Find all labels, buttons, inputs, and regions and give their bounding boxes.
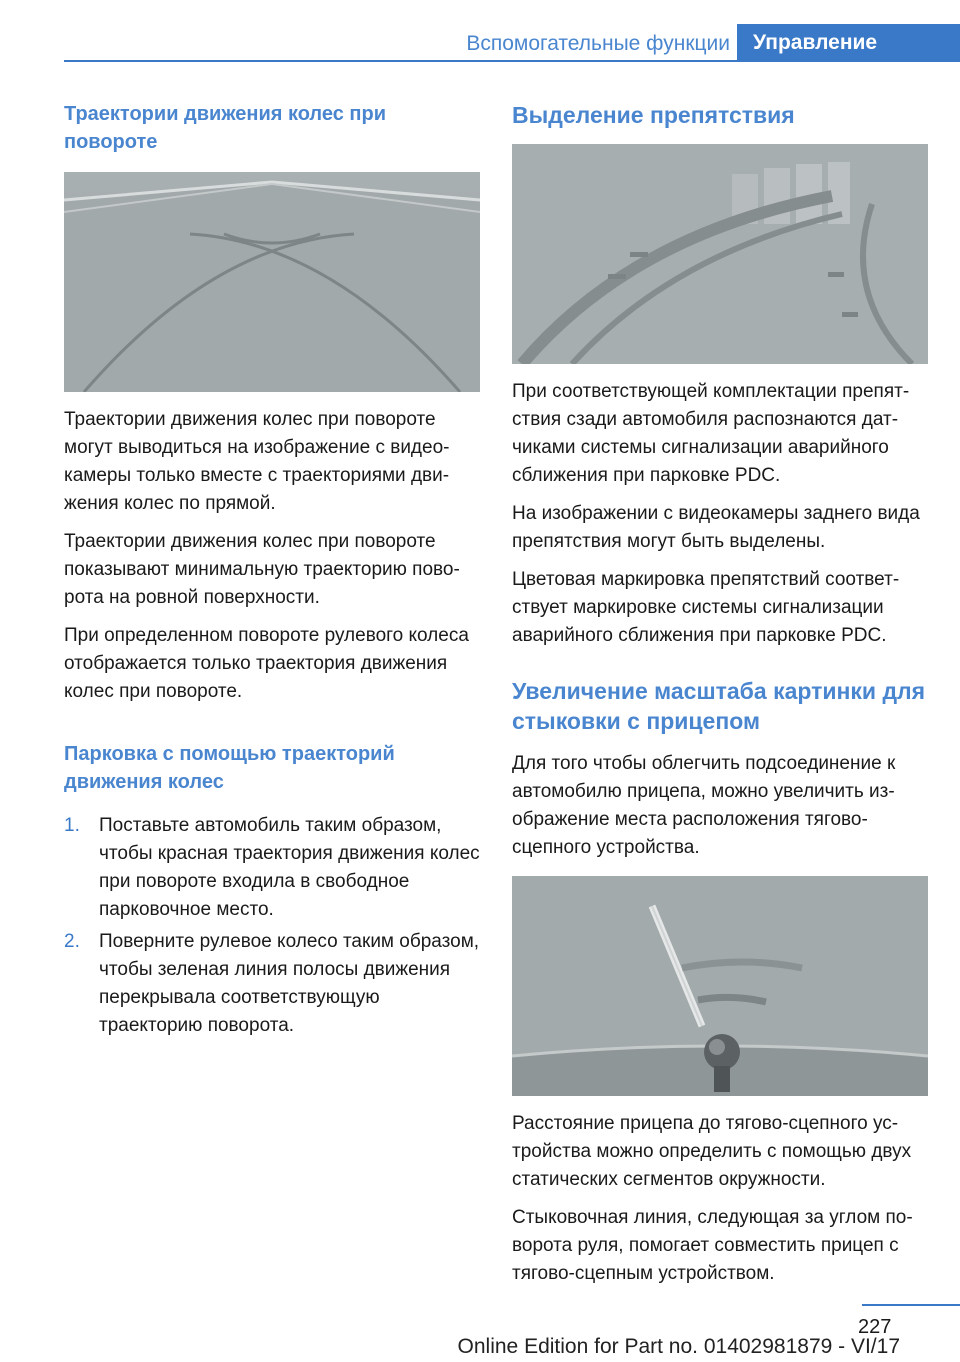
zoom-paragraph: Для того чтобы облегчить подсоединение к автомобилю прицепа, можно увеличить изображение места расположения тягово-сцепного устройства. — [512, 753, 896, 858]
list-item — [64, 812, 480, 924]
header-section-title: Вспомогательные функции — [466, 32, 730, 55]
step-number: 2. — [64, 931, 80, 952]
header-tab-label: Управление — [753, 31, 878, 54]
obstacle-marking-image — [512, 144, 928, 364]
right-paragraph: Расстояние прицепа до тягово-сцепного устройства можно определить с помощью двух статических сегментов окружности. — [512, 1113, 912, 1190]
page-number: 227 — [858, 1316, 892, 1338]
obstacle-heading: Выделение препятствия — [512, 102, 795, 128]
left-column — [64, 100, 480, 1044]
header-tab — [737, 24, 960, 62]
right-paragraph: На изображении с видеокамеры заднего вида препятствия могут быть выделены. — [512, 503, 920, 552]
header-rule — [64, 60, 960, 62]
left-paragraph: Траектории движения колес при повороте могут выводиться на изображение с видеокамеры только вместе с траекториями движения колес по прямой. — [64, 409, 450, 514]
parking-heading: Парковка с помощью траекторий движения колес — [64, 743, 395, 793]
right-paragraph: Стыковочная линия, следующая за углом поворота руля, помогает совместить прицеп с тягово-сцепным устройством. — [512, 1207, 913, 1284]
hitch-zoom-image — [512, 876, 928, 1096]
right-paragraph: Цветовая маркировка препятствий соответствует маркировке системы сигнализации аварийного сближения при парковке PDC. — [512, 569, 900, 646]
parking-steps-list — [64, 812, 480, 1040]
turn-trajectories-heading: Траектории движения колес при повороте — [64, 103, 387, 153]
left-paragraph: Траектории движения колес при повороте показывают минимальную траекторию поворота на ровной поверхности. — [64, 531, 460, 608]
turn-trajectories-image — [64, 172, 480, 392]
step-text: Поверните рулевое колесо таким образом, чтобы зеленая линия полосы движения перекрывала соответствующую траекторию поворота. — [99, 931, 480, 1036]
step-number: 1. — [64, 815, 80, 836]
right-paragraph: При соответствующей комплектации препятствия сзади автомобиля распознаются датчиками системы сигнализации аварийного сближения при парковке PDC. — [512, 381, 910, 486]
edition-footer: Online Edition for Part no. 01402981879 - VI/17 — [457, 1335, 900, 1358]
right-column — [512, 100, 928, 1298]
left-paragraph: При определенном повороте рулевого колеса отображается только траектория движения колес при повороте. — [64, 625, 469, 702]
step-text: Поставьте автомобиль таким образом, чтобы красная траектория движения колес при повороте входила в свободное парковочное место. — [99, 815, 480, 920]
page-number-rule — [862, 1304, 960, 1306]
zoom-heading: Увеличение масштаба картинки для стыковки с прицепом — [512, 678, 926, 734]
list-item — [64, 928, 480, 1040]
